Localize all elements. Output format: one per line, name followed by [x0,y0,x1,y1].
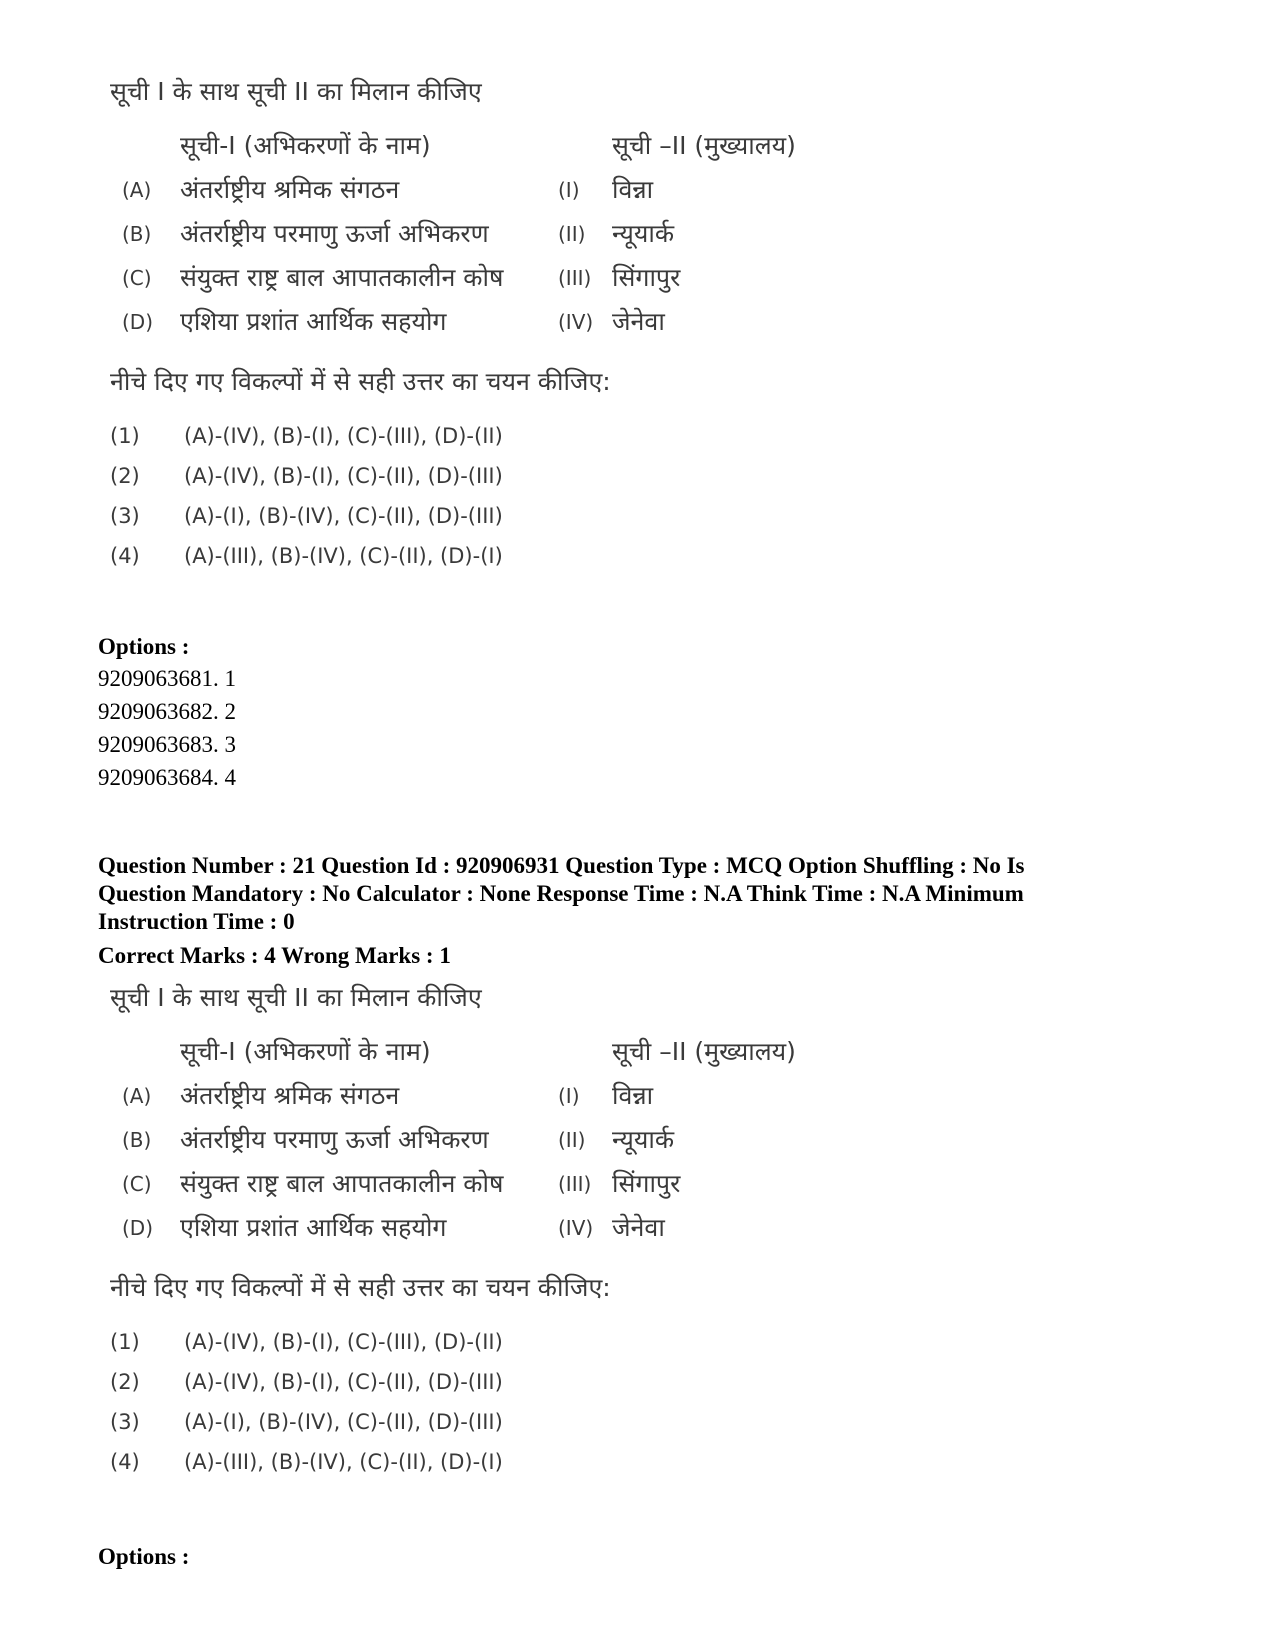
choice-text: (A)-(IV), (B)-(I), (C)-(III), (D)-(II) [184,1330,503,1354]
choice-text: (A)-(III), (B)-(IV), (C)-(II), (D)-(I) [184,1450,503,1474]
row-left-item: संयुक्त राष्ट्र बाल आपातकालीन कोष [180,263,504,292]
answer-choice [110,1402,810,1442]
match-headings [110,1030,810,1074]
choice-number: (4) [110,1450,140,1474]
option-item: 9209063681. 1 [98,666,236,691]
match-row [110,1206,810,1250]
match-row [110,300,810,344]
row-left-item: संयुक्त राष्ट्र बाल आपातकालीन कोष [180,1169,504,1198]
row-right-item: सिंगापुर [612,1169,681,1198]
match-row [110,212,810,256]
answer-choice [110,496,810,536]
match-instruction: सूची I के साथ सूची II का मिलान कीजिए [110,77,482,106]
marks-line: Correct Marks : 4 Wrong Marks : 1 [98,943,451,968]
answer-choice [110,1442,810,1482]
row-number: (I) [558,178,580,202]
choice-number: (1) [110,424,140,448]
row-right-item: जेनेवा [612,1213,665,1242]
row-number: (II) [558,1128,586,1152]
row-letter: (A) [122,1084,152,1108]
row-right-item: न्यूयार्क [612,219,675,248]
row-left-item: अंतर्राष्ट्रीय परमाणु ऊर्जा अभिकरण [180,1125,489,1154]
meta-line: Question Mandatory : No Calculator : None Response Time : N.A Think Time : N.A Minimum [98,881,1024,906]
answer-choice [110,1362,810,1402]
row-right-item: विन्ना [612,1081,654,1110]
row-left-item: एशिया प्रशांत आर्थिक सहयोग [180,1213,447,1242]
answer-choice [110,1322,810,1362]
row-letter: (C) [122,1172,152,1196]
match-row [110,256,810,300]
row-letter: (D) [122,310,154,334]
match-headings [110,124,810,168]
answer-choice [110,536,810,576]
row-number: (II) [558,222,586,246]
row-left-item: अंतर्राष्ट्रीय परमाणु ऊर्जा अभिकरण [180,219,489,248]
row-letter: (B) [122,222,152,246]
match-instruction: सूची I के साथ सूची II का मिलान कीजिए [110,983,482,1012]
option-item: 9209063684. 4 [98,765,236,790]
choice-number: (2) [110,1370,140,1394]
choice-number: (1) [110,1330,140,1354]
choice-number: (2) [110,464,140,488]
choice-text: (A)-(I), (B)-(IV), (C)-(II), (D)-(III) [184,504,503,528]
row-letter: (D) [122,1216,154,1240]
match-row [110,168,810,212]
option-item: 9209063683. 3 [98,732,236,757]
row-letter: (A) [122,178,152,202]
match-row [110,1118,810,1162]
list2-heading: सूची –II (मुख्यालय) [612,131,796,160]
option-item: 9209063682. 2 [98,699,236,724]
options-section-1 [98,632,236,794]
choice-text: (A)-(III), (B)-(IV), (C)-(II), (D)-(I) [184,544,503,568]
row-left-item: अंतर्राष्ट्रीय श्रमिक संगठन [180,1081,400,1110]
row-number: (III) [558,266,592,290]
answer-choices [110,1322,810,1482]
row-number: (I) [558,1084,580,1108]
question-image-1 [110,72,810,576]
choice-text: (A)-(IV), (B)-(I), (C)-(II), (D)-(III) [184,1370,503,1394]
row-letter: (C) [122,266,152,290]
question-image-2 [110,978,810,1482]
row-right-item: सिंगापुर [612,263,681,292]
row-letter: (B) [122,1128,152,1152]
select-prompt: नीचे दिए गए विकल्पों में से सही उत्तर का चयन कीजिए: [110,367,611,396]
match-row [110,1074,810,1118]
match-row [110,1162,810,1206]
row-number: (III) [558,1172,592,1196]
choice-text: (A)-(I), (B)-(IV), (C)-(II), (D)-(III) [184,1410,503,1434]
meta-line: Instruction Time : 0 [98,909,295,934]
meta-line: Question Number : 21 Question Id : 920906931 Question Type : MCQ Option Shuffling : No Is [98,853,1025,878]
row-number: (IV) [558,1216,594,1240]
list1-heading: सूची-I (अभिकरणों के नाम) [180,1037,431,1066]
options-label: Options : [98,634,190,659]
question-meta [98,852,1098,970]
row-right-item: न्यूयार्क [612,1125,675,1154]
row-right-item: जेनेवा [612,307,665,336]
answer-choice [110,456,810,496]
list1-heading: सूची-I (अभिकरणों के नाम) [180,131,431,160]
select-prompt: नीचे दिए गए विकल्पों में से सही उत्तर का चयन कीजिए: [110,1273,611,1302]
row-left-item: अंतर्राष्ट्रीय श्रमिक संगठन [180,175,400,204]
choice-number: (4) [110,544,140,568]
choice-text: (A)-(IV), (B)-(I), (C)-(II), (D)-(III) [184,464,503,488]
choice-number: (3) [110,1410,140,1434]
list2-heading: सूची –II (मुख्यालय) [612,1037,796,1066]
choice-text: (A)-(IV), (B)-(I), (C)-(III), (D)-(II) [184,424,503,448]
answer-choice [110,416,810,456]
row-right-item: विन्ना [612,175,654,204]
options-label-2: Options : [98,1544,190,1569]
row-number: (IV) [558,310,594,334]
choice-number: (3) [110,504,140,528]
answer-choices [110,416,810,576]
row-left-item: एशिया प्रशांत आर्थिक सहयोग [180,307,447,336]
